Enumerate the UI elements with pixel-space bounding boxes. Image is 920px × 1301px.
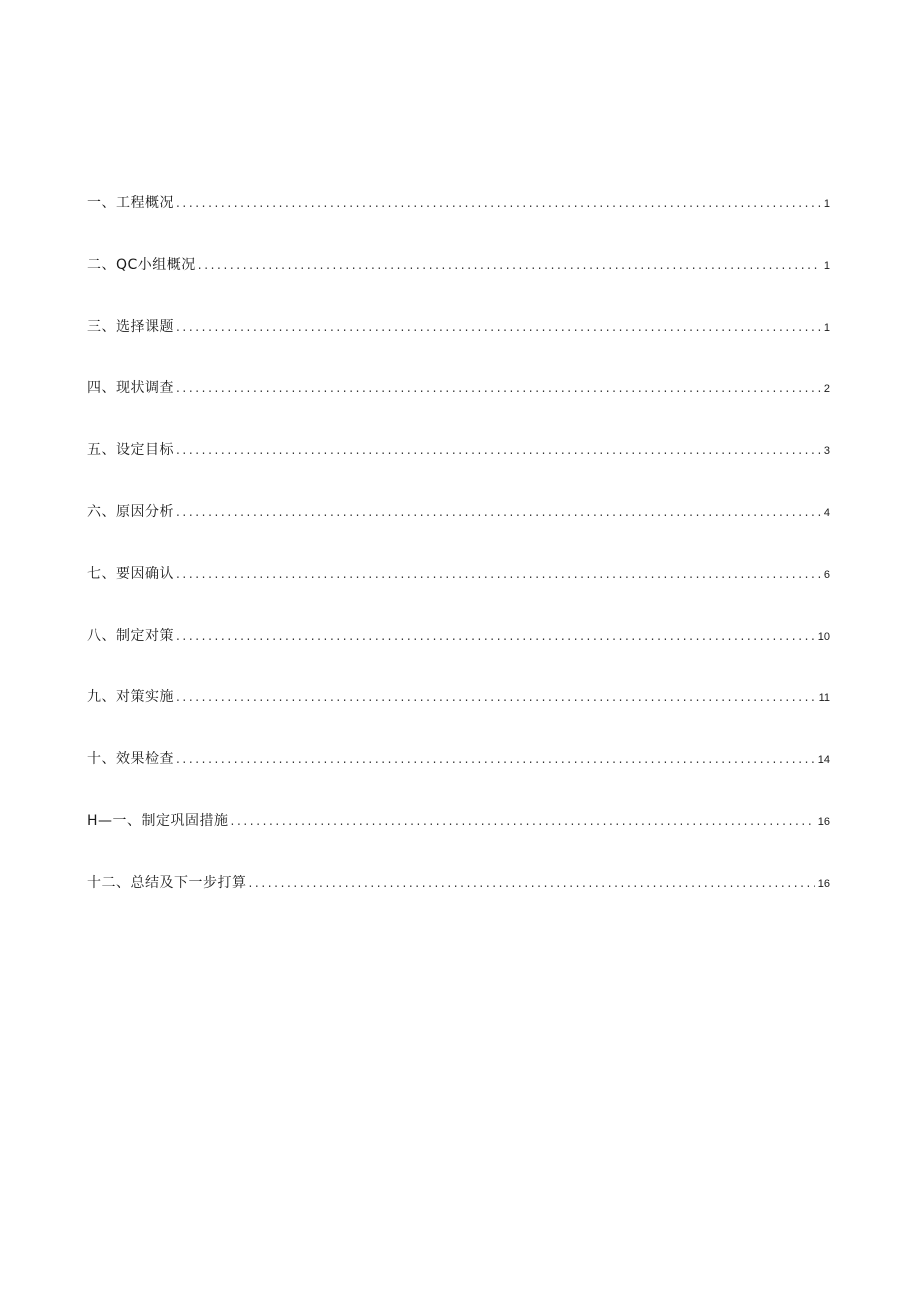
- toc-dot-leader: [176, 378, 821, 398]
- table-of-contents: [87, 193, 830, 935]
- toc-entry[interactable]: [87, 811, 830, 873]
- toc-entry-title: H—一、制定巩固措施: [87, 812, 229, 829]
- toc-entry[interactable]: [87, 440, 830, 502]
- toc-entry-title: 七、要因确认: [87, 565, 174, 582]
- toc-entry[interactable]: [87, 873, 830, 935]
- toc-entry[interactable]: [87, 502, 830, 564]
- toc-dot-leader: [176, 440, 821, 460]
- toc-entry-title: 五、设定目标: [87, 442, 174, 459]
- toc-dot-leader: [176, 193, 821, 213]
- toc-entry-title: 六、原因分析: [87, 503, 174, 520]
- toc-entry-page: 2: [823, 383, 830, 396]
- toc-entry-title: 二、QC小组概况: [87, 256, 196, 273]
- toc-entry-title: 十二、总结及下一步打算: [87, 874, 247, 891]
- toc-entry-page: 16: [817, 877, 830, 890]
- toc-entry-page: 4: [823, 506, 830, 519]
- toc-dot-leader: [176, 749, 815, 769]
- toc-entry[interactable]: [87, 255, 830, 317]
- toc-entry-page: 1: [823, 198, 830, 210]
- toc-entry[interactable]: [87, 687, 830, 749]
- toc-dot-leader: [198, 255, 821, 275]
- toc-dot-leader: [176, 317, 821, 337]
- toc-dot-leader: [249, 873, 815, 893]
- toc-entry-page: 1: [823, 321, 830, 334]
- toc-entry[interactable]: [87, 317, 830, 379]
- toc-entry[interactable]: [87, 564, 830, 626]
- toc-entry-page: 14: [817, 754, 830, 767]
- toc-entry-title: 十、效果检查: [87, 751, 174, 768]
- toc-entry-title: 四、现状调查: [87, 380, 174, 397]
- toc-entry-page: 6: [823, 568, 830, 581]
- toc-dot-leader: [176, 564, 821, 584]
- toc-entry-title: 九、对策实施: [87, 689, 174, 706]
- toc-entry[interactable]: [87, 193, 830, 255]
- toc-entry-page: 11: [818, 692, 830, 705]
- toc-entry-page: 16: [817, 815, 830, 828]
- toc-entry-title: 三、选择课题: [87, 318, 174, 335]
- toc-entry[interactable]: [87, 378, 830, 440]
- toc-dot-leader: [176, 626, 815, 646]
- toc-entry-title: 八、制定对策: [87, 627, 174, 644]
- toc-entry-page: 10: [817, 630, 830, 643]
- toc-entry[interactable]: [87, 626, 830, 688]
- toc-entry-page: 1: [823, 259, 830, 272]
- toc-entry-title: 一、工程概况: [87, 195, 174, 211]
- toc-dot-leader: [176, 502, 821, 522]
- toc-entry-page: 3: [823, 445, 830, 458]
- toc-dot-leader: [176, 687, 816, 707]
- toc-entry[interactable]: [87, 749, 830, 811]
- toc-dot-leader: [231, 811, 815, 831]
